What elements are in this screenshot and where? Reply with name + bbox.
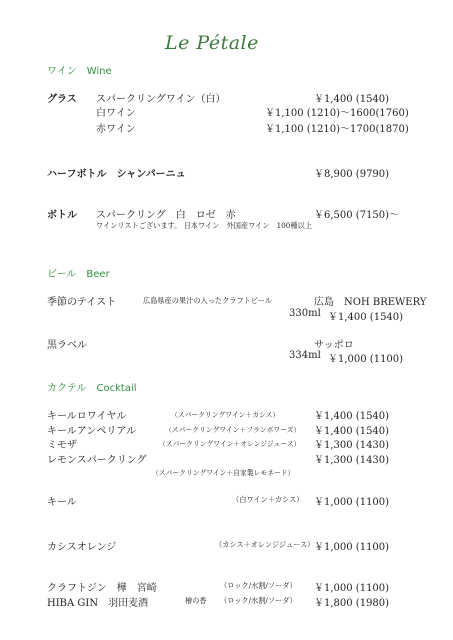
bottle-note: ワインリストございます。 日本ワイン 外国産ワイン 100種以上 [96,221,312,230]
wine-heading: ワイン Wine [47,66,112,77]
cocktail-price: ￥1,000 (1100) [314,542,390,553]
cocktail-price: ￥1,000 (1100) [314,583,390,594]
cocktail-name: クラフトジン 樺 宮崎 [47,583,157,594]
beer-volume: 334ml [289,350,321,361]
cocktail-extra: 檜の香 [185,596,207,605]
glass-item-name: 白ワイン [96,108,136,119]
cocktail-price: ￥1,400 (1540) [314,411,390,422]
cocktail-desc: （スパークリングワイン＋カシス） [171,411,280,419]
cocktail-desc: （スパークリングワイン＋フランボワーズ） [165,426,301,434]
half-bottle-label: ハーフボトル シャンパーニュ [47,169,186,180]
cocktail-price: ￥1,300 (1430) [314,455,390,466]
bottle-name: スパークリング 白 ロゼ 赤 [96,210,236,221]
cocktail-name: キール [47,497,77,508]
cocktail-name: カシスオレンジ [47,542,117,553]
cocktail-desc: （白ワイン＋カシス） [232,495,304,504]
beer-heading: ビール Beer [47,269,110,280]
bottle-label: ボトル [47,210,77,221]
cocktail-desc: （スパークリングワイン＋オレンジジュース） [159,440,301,448]
cocktail-heading: カクテル Cocktail [47,383,137,394]
cocktail-desc: （ロック/水割/ソーダ） [220,581,297,590]
cocktail-name: キールロワイヤル [47,411,127,422]
cocktail-name: ミモザ [47,440,77,451]
glass-item-price: ￥1,100 (1210)〜1600(1760) [265,108,409,119]
glass-item-name: 赤ワイン [96,124,136,135]
cocktail-desc: （ロック/水割/ソーダ） [220,596,297,605]
half-bottle-price: ￥8,900 (9790) [314,169,390,180]
glass-item-price: ￥1,100 (1210)〜1700(1870) [265,124,409,135]
beer-price: ￥1,400 (1540) [328,312,404,323]
logo: Le Pétale [165,32,259,54]
glass-item-name: スパークリングワイン（白） [96,94,226,105]
cocktail-price: ￥1,400 (1540) [314,426,390,437]
beer-desc: 広島県産の果汁の入ったクラフトビール [143,296,272,305]
beer-name: 季節のテイスト [47,297,117,308]
cocktail-name: HIBA GIN 羽田麦酒 [47,598,149,609]
cocktail-name: レモンスパークリング [47,455,147,466]
bottle-price: ￥6,500 (7150)〜 [314,210,400,221]
cocktail-price: ￥1,800 (1980) [314,598,390,609]
cocktail-desc: （スパークリングワイン＋自家製レモネード） [152,469,295,477]
cocktail-price: ￥1,000 (1100) [314,497,390,508]
glass-item-price: ￥1,400 (1540) [314,94,390,105]
cocktail-desc: （カシス＋オレンジジュース） [215,540,315,549]
beer-brand: サッポロ [314,340,354,351]
beer-brand: 広島 NOH BREWERY [314,297,427,308]
glass-label: グラス [47,94,77,105]
beer-volume: 330ml [289,308,321,319]
cocktail-name: キールアンペリアル [47,426,136,437]
beer-price: ￥1,000 (1100) [328,354,404,365]
beer-name: 黒ラベル [47,340,87,351]
cocktail-price: ￥1,300 (1430) [314,440,390,451]
